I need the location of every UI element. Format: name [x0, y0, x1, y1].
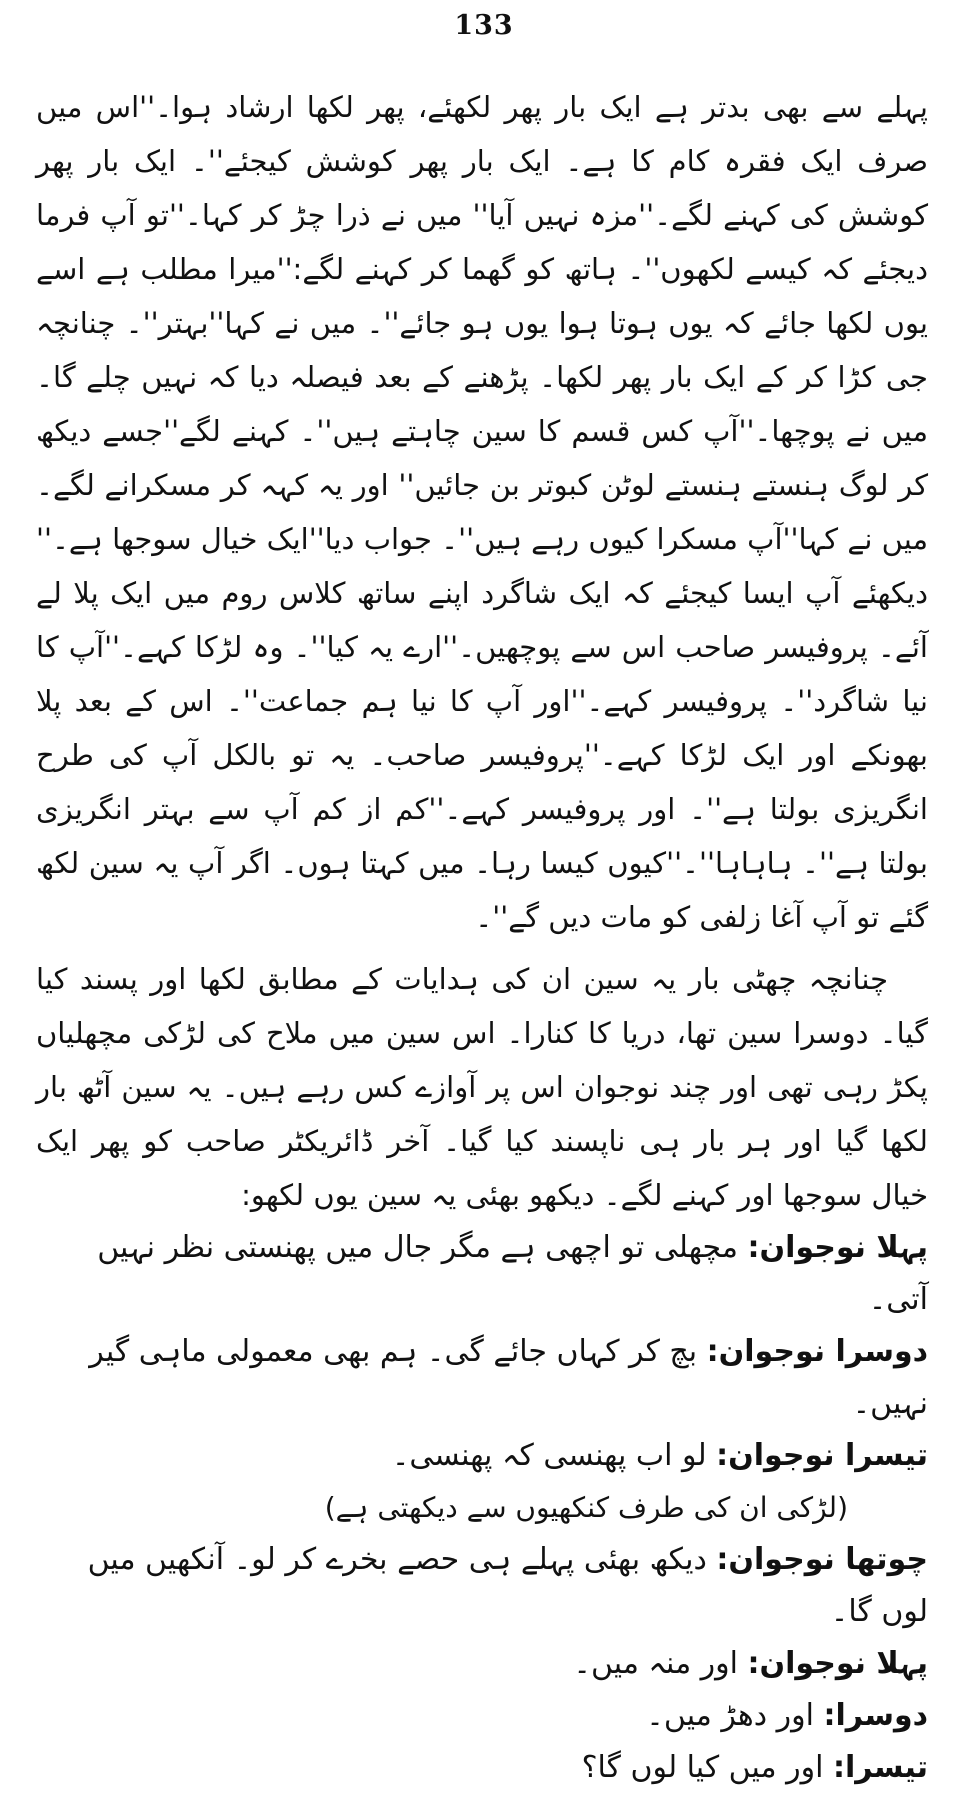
dialogue-text: اور دھڑ میں۔	[646, 1698, 814, 1733]
speaker-label: تیسرا نوجوان:	[716, 1438, 928, 1473]
dialogue-line	[36, 1534, 928, 1638]
paragraph-1: پہلے سے بھی بدتر ہے ایک بار پھر لکھئے، پھر لکھا ارشاد ہوا۔''اس میں صرف ایک فقرہ کام کا ہے۔ ایک بار پھر کوشش کیجئے''۔ ایک بار پھر کوشش کی کہنے لگے۔''مزہ نہیں آیا'' میں نے ذرا چڑ کر کہا۔''تو آپ فرما دیجئے کہ کیسے لکھوں''۔ ہاتھ کو گھما کر کہنے لگے:''میرا مطلب ہے اسے یوں لکھا جائے کہ یوں ہوتا ہوا یوں ہو جائے''۔ میں نے کہا''بہتر''۔ چنانچہ جی کڑا کر کے ایک بار پھر لکھا۔ پڑھنے کے بعد فیصلہ دیا کہ نہیں چلے گا۔ میں نے پوچھا۔''آپ کس قسم کا سین چاہتے ہیں''۔ کہنے لگے''جسے دیکھ کر لوگ ہنستے ہنستے لوٹن کبوتر بن جائیں'' اور یہ کہہ کر مسکرانے لگے۔ میں نے کہا''آپ مسکرا کیوں رہے ہیں''۔ جواب دیا''ایک خیال سوجھا ہے۔'' دیکھئے آپ ایسا کیجئے کہ ایک شاگرد اپنے ساتھ کلاس روم میں ایک پلا لے آئے۔ پروفیسر صاحب اس سے پوچھیں۔''ارے یہ کیا''۔ وہ لڑکا کہے۔''آپ کا نیا شاگرد''۔ پروفیسر کہے۔''اور آپ کا نیا ہم جماعت''۔ اس کے بعد پلا بھونکے اور ایک لڑکا کہے۔''پروفیسر صاحب۔ یہ تو بالکل آپ کی طرح انگریزی بولتا ہے''۔ اور پروفیسر کہے۔''کم از کم آپ سے بہتر انگریزی بولتا ہے''۔ ہاہاہا''۔''کیوں کیسا رہا۔ میں کہتا ہوں۔ اگر آپ یہ سین لکھ گئے تو آپ آغا زلفی کو مات دیں گے''۔	[36, 90, 928, 934]
speaker-label: دوسرا نوجوان:	[706, 1334, 928, 1369]
dialogue-text: مچھلی تو اچھی ہے مگر جال میں پھنستی نظر نہیں آتی۔	[97, 1230, 928, 1317]
speaker-label: چوتھا نوجوان:	[716, 1542, 928, 1577]
dialogue-block	[36, 1222, 928, 1794]
page-number: 133	[454, 10, 514, 41]
dialogue-text: اور میں کیا لوں گا؟	[581, 1750, 824, 1785]
dialogue-text: بچ کر کہاں جائے گی۔ ہم بھی معمولی ماہی گیر نہیں۔	[89, 1334, 928, 1421]
body-text	[36, 80, 928, 1794]
dialogue-line	[36, 1742, 928, 1794]
dialogue-line	[36, 1638, 928, 1690]
dialogue-line	[36, 1430, 928, 1482]
paragraph-2: چنانچہ چھٹی بار یہ سین ان کی ہدایات کے مطابق لکھا اور پسند کیا گیا۔ دوسرا سین تھا، دریا کا کنارا۔ اس سین میں ملاح کی لڑکی مچھلیاں پکڑ رہی تھی اور چند نوجوان اس پر آوازے کس رہے ہیں۔ یہ سین آٹھ بار لکھا گیا اور ہر بار ہی ناپسند کیا گیا۔ آخر ڈائریکٹر صاحب کو پھر ایک خیال سوجھا اور کہنے لگے۔ دیکھو بھئی یہ سین یوں لکھو:	[36, 962, 928, 1212]
dialogue-text: لو اب پھنسی کہ پھنسی۔	[391, 1438, 707, 1473]
speaker-label: دوسرا:	[823, 1698, 928, 1733]
speaker-label: پہلا نوجوان:	[747, 1646, 928, 1681]
dialogue-line	[36, 1222, 928, 1326]
speaker-label: پہلا نوجوان:	[747, 1230, 928, 1265]
dialogue-line	[36, 1690, 928, 1742]
stage-direction-text: (لڑکی ان کی طرف کنکھیوں سے دیکھتی ہے)	[324, 1491, 848, 1524]
speaker-label: تیسرا:	[833, 1750, 928, 1785]
dialogue-line	[36, 1326, 928, 1430]
stage-direction	[36, 1482, 928, 1534]
dialogue-text: اور منہ میں۔	[573, 1646, 738, 1681]
dialogue-text: دیکھ بھئی پہلے ہی حصے بخرے کر لو۔ آنکھیں میں لوں گا۔	[87, 1542, 928, 1629]
